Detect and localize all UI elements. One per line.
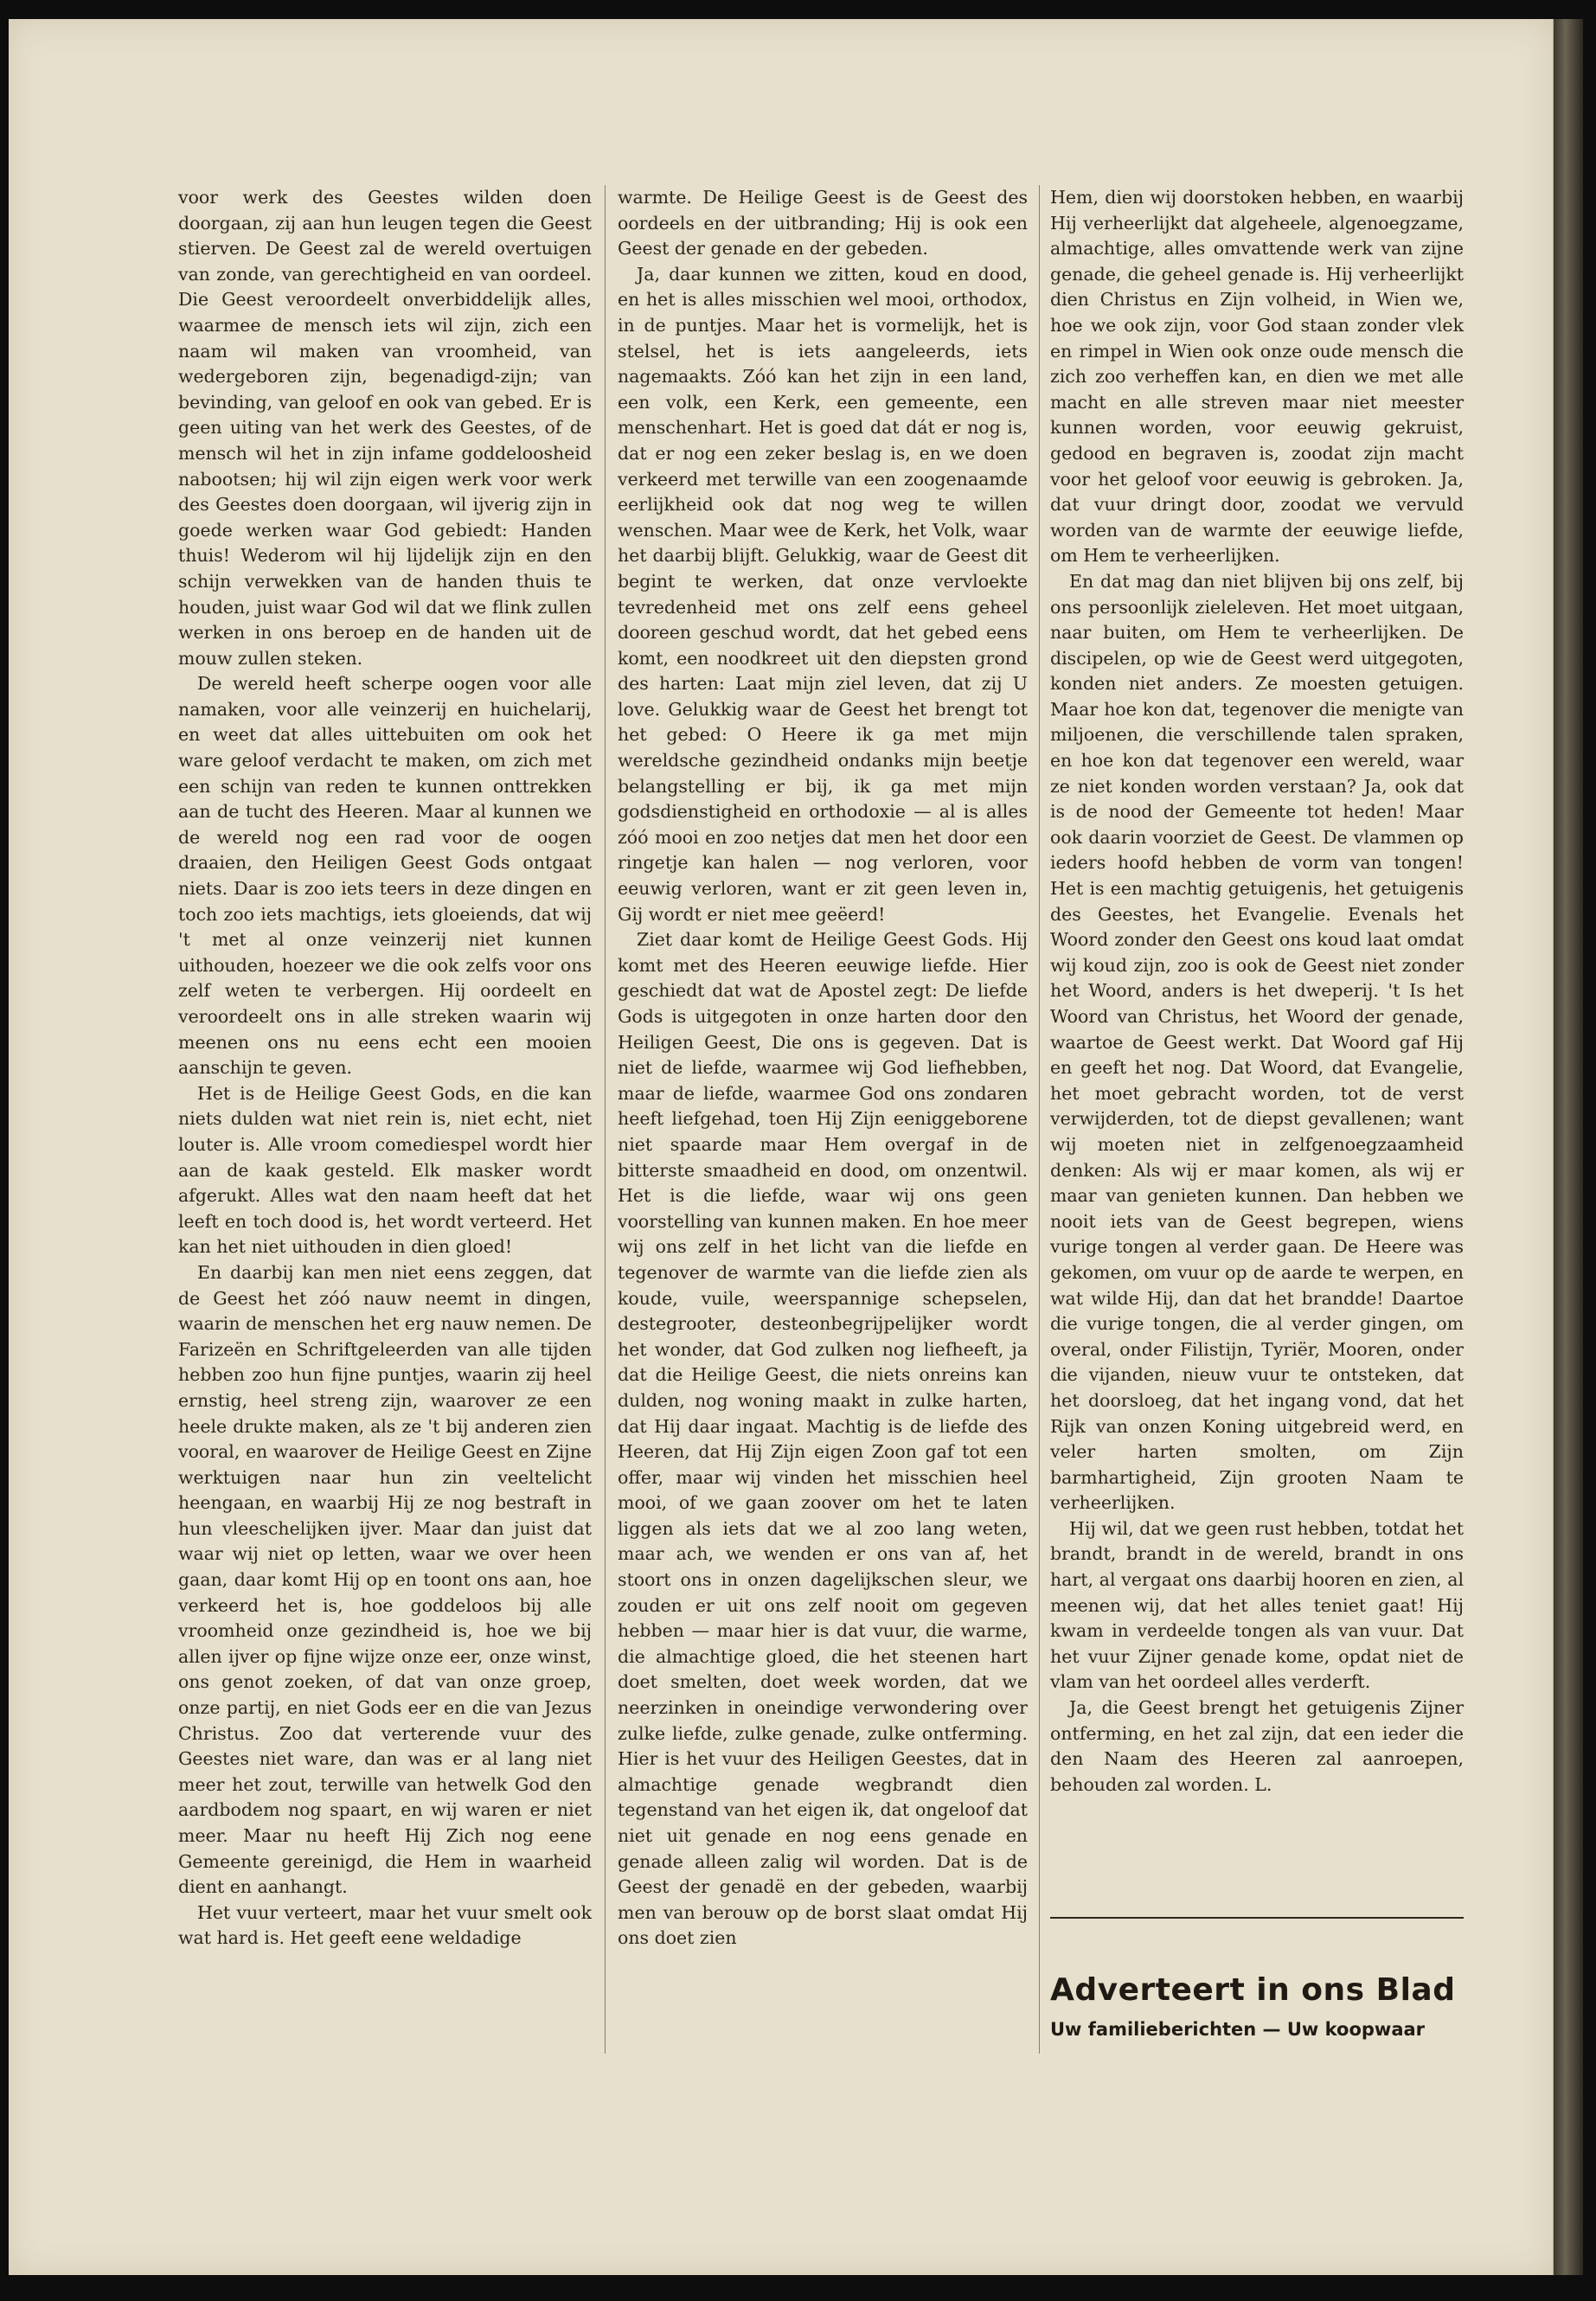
column-divider <box>605 185 606 2054</box>
paragraph: Hem, dien wij doorstoken hebben, en waarbij Hij verheerlijkt dat algeheele, algenoegzame, almachtige, alles omvattende werk van zijne genade, die geheel genade is. Hij verheerlijkt dien Christus en Zijn volheid, in Wien we, hoe we ook zijn, voor God staan zonder vlek en rimpel in Wien ook onze oude mensch die zich zoo verheffen kan, en dien we met alle macht en alle streven maar niet meester kunnen worden, voor eeuwig gekruist, gedood en begraven is, zoodat zijn macht voor het geloof voor eeuwig is gebroken. Ja, dat vuur dringt door, zoodat we vervuld worden van de warmte der eeuwige liefde, om Hem te verheerlijken. <box>1050 187 1464 567</box>
paragraph: Het vuur verteert, maar het vuur smelt ook wat hard is. Het geeft eene weldadige <box>178 1901 592 1949</box>
page-edge-shadow <box>1554 19 1583 2275</box>
text-column-1 <box>178 185 592 1952</box>
paragraph: warmte. De Heilige Geest is de Geest des oordeels en der uitbranding; Hij is ook een Geest der genade en der gebeden. <box>618 187 1028 260</box>
advert-title: Adverteert in ons Blad <box>1050 1972 1456 2008</box>
text-column-3 <box>1050 185 1464 1798</box>
paragraph: Het is de Heilige Geest Gods, en die kan niets dulden wat niet rein is, niet echt, niet louter is. Alle vroom comediespel wordt hier aan de kaak gesteld. Elk masker wordt afgerukt. Alles wat den naam heeft dat het leeft en toch dood is, het wordt verteerd. Het kan het niet uithouden in dien gloed! <box>178 1082 592 1258</box>
paragraph: voor werk des Geestes wilden doen doorgaan, zij aan hun leugen tegen die Geest stierven. De Geest zal de wereld overtuigen van zonde, van gerechtigheid en van oordeel. Die Geest veroordeelt onverbiddelijk alles, waarmee de mensch iets wil zijn, zich een naam wil maken van vroomheid, van wedergeboren zijn, begenadigd-zijn; van bevinding, van geloof en ook van gebed. Er is geen uiting van het werk des Geestes, of de mensch wil het in zijn infame goddeloosheid nabootsen; hij wil zijn eigen werk voor werk des Geestes doen doorgaan, wil ijverig zijn in goede werken waar God gebiedt: Handen thuis! Wederom wil hij lijdelijk zijn en den schijn verwekken van de handen thuis te houden, juist waar God wil dat we flink zullen werken in ons beroep en de handen uit de mouw zullen steken. <box>178 187 592 669</box>
paragraph: En dat mag dan niet blijven bij ons zelf, bij ons persoonlijk zieleleven. Het moet uitgaan, naar buiten, om Hem te verheerlijken. De discipelen, op wie de Geest werd uitgegoten, konden niet anders. Ze moesten getuigen. Maar hoe kon dat, tegenover die menigte van miljoenen, die verschillende talen spraken, en hoe kon dat tegenover een wereld, waar ze niet konden worden verstaan? Ja, ook dat is de nood der Gemeente tot heden! Maar ook daarin voorziet de Geest. De vlammen op ieders hoofd hebben de vorm van tongen! Het is een machtig getuigenis, het getuigenis des Geestes, het Evangelie. Evenals het Woord zonder den Geest ons koud laat omdat wij koud zijn, zoo is ook de Geest niet zonder het Woord, anders is het dweperij. 't Is het Woord van Christus, het Woord der genade, waartoe de Geest werkt. Dat Woord gaf Hij en geeft het nog. Dat Woord, dat Evangelie, het moet gebracht worden, tot de verst verwijderden, tot de diepst gevallenen; want wij moeten niet in zelfgenoegzaamheid denken: Als wij er maar komen, als wij er maar van genieten kunnen. Dan hebben we nooit iets van de Geest begrepen, wiens vurige tongen al verder gaan. De Heere was gekomen, om vuur op de aarde te werpen, en wat wilde Hij, dan dat het brandde! Daartoe die vurige tongen, die al verder gingen, om overal, onder Filistijn, Tyriër, Mooren, onder die vijanden, nieuw vuur te ontsteken, dat het doorsloeg, dat het ingang vond, dat het Rijk van onzen Koning uitgebreid werd, en veler harten smolten, om Zijn barmhartigheid, Zijn grooten Naam te verheerlijken. <box>1050 570 1464 1514</box>
advert-subtitle: Uw familieberichten — Uw koopwaar <box>1050 2019 1426 2040</box>
advert-divider <box>1050 1917 1464 1919</box>
text-column-2 <box>618 185 1028 1952</box>
paragraph: Ja, daar kunnen we zitten, koud en dood, en het is alles misschien wel mooi, orthodox, in de puntjes. Maar het is vormelijk, het is stelsel, het is iets aangeleerds, iets nagemaakts. Zóó kan het zijn in een land, een volk, een Kerk, een gemeente, een menschenhart. Het is goed dat dát er nog is, dat er nog een zeker beslag is, en we doen verkeerd met terwille van een zoogenaamde eerlijkheid ook dat nog weg te willen wenschen. Maar wee de Kerk, het Volk, waar het daarbij blijft. Gelukkig, waar de Geest dit begint te werken, dat onze vervloekte tevredenheid met ons zelf eens geheel dooreen geschud wordt, dat het gebed eens komt, een noodkreet uit den diepsten grond des harten: Laat mijn ziel leven, dat zij U love. Gelukkig waar de Geest het brengt tot het gebed: O Heere ik ga met mijn wereldsche gezindheid ondanks mijn beetje belangstelling er bij, ik ga met mijn godsdienstigheid en orthodoxie — al is alles zóó mooi en zoo netjes dat men het door een ringetje kan halen — nog verloren, voor eeuwig verloren, want er zit geen leven in, Gij wordt er niet mee geëerd! <box>618 263 1028 925</box>
paragraph: En daarbij kan men niet eens zeggen, dat de Geest het zóó nauw neemt in dingen, waarin de menschen het erg nauw nemen. De Farizeën en Schriftgeleerden van alle tijden hebben zoo hun fijne puntjes, waarin zij heel ernstig, heel streng zijn, waarover ze een heele drukte maken, als ze 't bij anderen zien vooral, en waarover de Heilige Geest en Zijne werktuigen naar hun zin veeltelicht heengaan, en waarbij Hij ze nog bestraft in hun vleeschelijken ijver. Maar dan juist dat waar wij niet op letten, waar we over heen gaan, daar komt Hij op en toont ons aan, hoe verkeerd het is, hoe goddeloos bij alle vroomheid onze gezindheid is, hoe we bij allen ijver op fijne wijze onze eer, onze winst, ons genot zoeken, of dat van onze groep, onze partij, en niet Gods eer en die van Jezus Christus. Zoo dat verterende vuur des Geestes niet ware, dan was er al lang niet meer het zout, terwille van hetwelk God den aardbodem nog spaart, en wij waren er niet meer. Maar nu heeft Hij Zich nog eene Gemeente gereinigd, die Hem in waarheid dient en aanhangt. <box>178 1261 592 1898</box>
paragraph: Ziet daar komt de Heilige Geest Gods. Hij komt met des Heeren eeuwige liefde. Hier geschiedt dat wat de Apostel zegt: De liefde Gods is uitgegoten in onze harten door den Heiligen Geest, Die ons is gegeven. Dat is niet de liefde, waarmee wij God liefhebben, maar de liefde, waarmee God ons zondaren heeft liefgehad, toen Hij Zijn eeniggeborene niet spaarde maar Hem overgaf in de bitterste smaadheid en dood, om onzentwil. Het is die liefde, waar wij ons geen voorstelling van kunnen maken. En hoe meer wij ons zelf in het licht van die liefde en tegenover de warmte van die liefde zien als koude, vuile, weerspannige schepselen, destegrooter, desteonbegrijpelijker wordt het wonder, dat God zulken nog liefheeft, ja dat die Heilige Geest, die niets onreins kan dulden, nog woning maakt in zulke harten, dat Hij daar ingaat. Machtig is de liefde des Heeren, dat Hij Zijn eigen Zoon gaf tot een offer, maar wij vinden het misschien heel mooi, of we gaan zoover om het te laten liggen als iets dat we al zoo lang weten, maar ach, we wenden er ons van af, het stoort ons in onzen dagelijkschen sleur, we zouden er uit ons zelf nooit om gegeven hebben — maar hier is dat vuur, die warme, die almachtige gloed, die het steenen hart doet smelten, doet week worden, dat we neerzinken in oneindige verwondering over zulke liefde, zulke genade, zulke ontferming. Hier is het vuur des Heiligen Geestes, dat in almachtige genade wegbrandt dien tegenstand van het eigen ik, dat ongeloof dat niet uit genade en nog eens genade en genade alleen zalig wil worden. Dat is de Geest der genadë en der gebeden, waarbij men van berouw op de borst slaat omdat Hij ons doet zien <box>618 929 1028 1949</box>
paragraph: De wereld heeft scherpe oogen voor alle namaken, voor alle veinzerij en huichelarij, en weet dat alles uittebuiten om ook het ware geloof verdacht te maken, om zich met een schijn van reden te kunnen onttrekken aan de tucht des Heeren. Maar al kunnen we de wereld nog een rad voor de oogen draaien, den Heiligen Geest Gods ontgaat niets. Daar is zoo iets teers in deze dingen en toch zoo iets machtigs, iets gloeiends, dat wij 't met al onze veinzerij niet kunnen uithouden, hoezeer we die ook zelfs voor ons zelf weten te verbergen. Hij oordeelt en veroordeelt ons in alle streken waarin wij meenen ons nu eens echt een mooien aanschijn te geven. <box>178 673 592 1079</box>
paragraph: Hij wil, dat we geen rust hebben, totdat het brandt, brandt in de wereld, brandt in ons hart, al vergaat ons daarbij hooren en zien, al meenen wij, dat het alles teniet gaat! Hij kwam in verdeelde tongen als van vuur. Dat het vuur Zijner genade kome, opdat niet de vlam van het oordeel alles verderft. <box>1050 1517 1464 1693</box>
paragraph: Ja, die Geest brengt het getuigenis Zijner ontferming, en het zal zijn, dat een ieder die den Naam des Heeren zal aanroepen, behouden zal worden. L. <box>1050 1697 1464 1795</box>
column-divider <box>1039 185 1040 2054</box>
